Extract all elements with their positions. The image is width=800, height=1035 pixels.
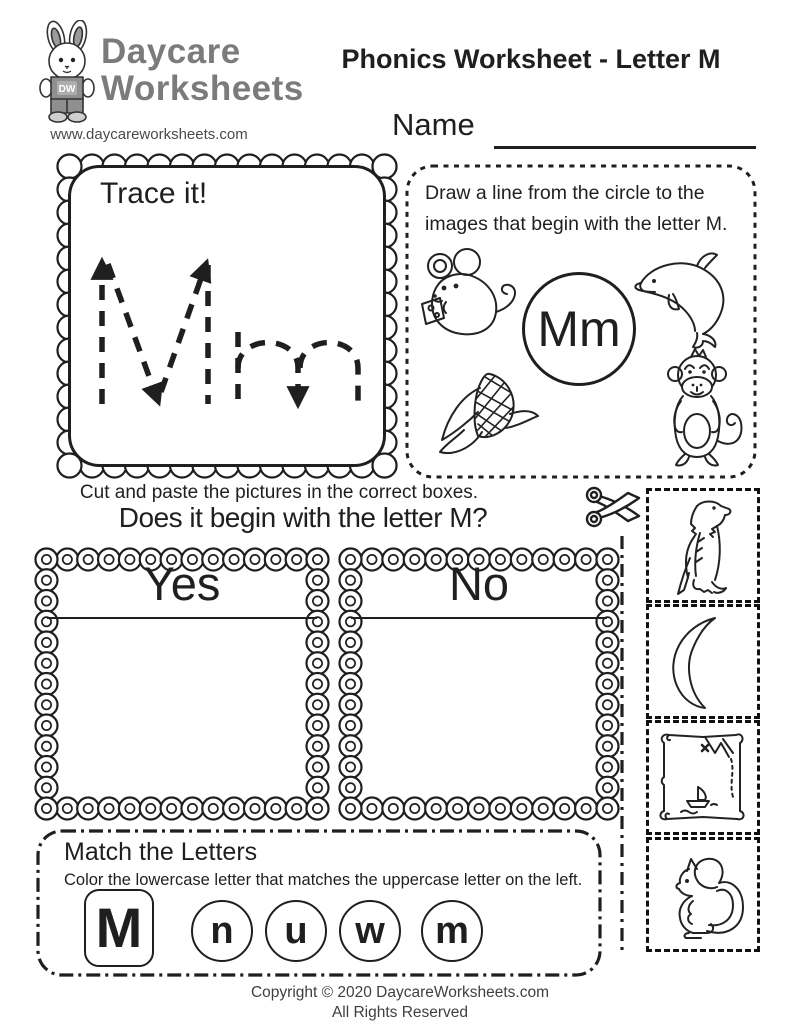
cutout-moon-box xyxy=(646,604,760,719)
match-title: Match the Letters xyxy=(64,838,258,866)
mouse-image xyxy=(410,246,532,344)
match-instruction: Color the lowercase letter that matches the uppercase letter on the left. xyxy=(64,871,583,889)
name-label: Name xyxy=(392,107,475,142)
cutout-squirrel-box xyxy=(646,837,760,952)
dolphin-image xyxy=(627,243,749,349)
logo-line1: Daycare xyxy=(101,32,241,71)
logo-url: www.daycareworksheets.com xyxy=(50,126,248,143)
eagle-image xyxy=(655,496,751,596)
page-title: Phonics Worksheet - Letter M xyxy=(341,44,721,74)
cutout-map-box xyxy=(646,720,760,835)
treasure-map-image xyxy=(653,727,753,829)
draw-line-instruction: Draw a line from the circle to the images that begin with the letter M. xyxy=(425,182,728,235)
cut-paste-instruction: Cut and paste the pictures in the correct boxes. xyxy=(79,482,479,503)
letter-circle: Mm xyxy=(522,272,636,386)
bunny-mascot-icon xyxy=(34,20,104,126)
no-box-label: No xyxy=(448,557,510,610)
lowercase-option-m: m xyxy=(421,900,483,962)
corn-image xyxy=(432,368,540,458)
uppercase-letter-tile: M xyxy=(84,889,154,967)
cutout-eagle-box xyxy=(646,488,760,603)
name-blank-line xyxy=(494,110,756,149)
copyright-line: Copyright © 2020 DaycareWorksheets.com xyxy=(250,984,549,1001)
monkey-image xyxy=(649,347,745,471)
svg-text:DW: DW xyxy=(58,84,76,95)
logo-wordmark xyxy=(101,33,304,107)
no-box-rule xyxy=(351,617,607,619)
sort-question: Does it begin with the letter M? xyxy=(118,502,488,533)
lowercase-option-u: u xyxy=(265,900,327,962)
yes-box-rule xyxy=(47,617,317,619)
squirrel-image xyxy=(653,845,753,945)
moon-image xyxy=(653,612,753,712)
lowercase-option-w: w xyxy=(339,900,401,962)
trace-title: Trace it! xyxy=(100,177,208,210)
yes-box-label: Yes xyxy=(143,557,221,610)
lowercase-option-n: n xyxy=(191,900,253,962)
logo-line2: Worksheets xyxy=(101,69,304,108)
rights-line: All Rights Reserved xyxy=(331,1004,469,1021)
